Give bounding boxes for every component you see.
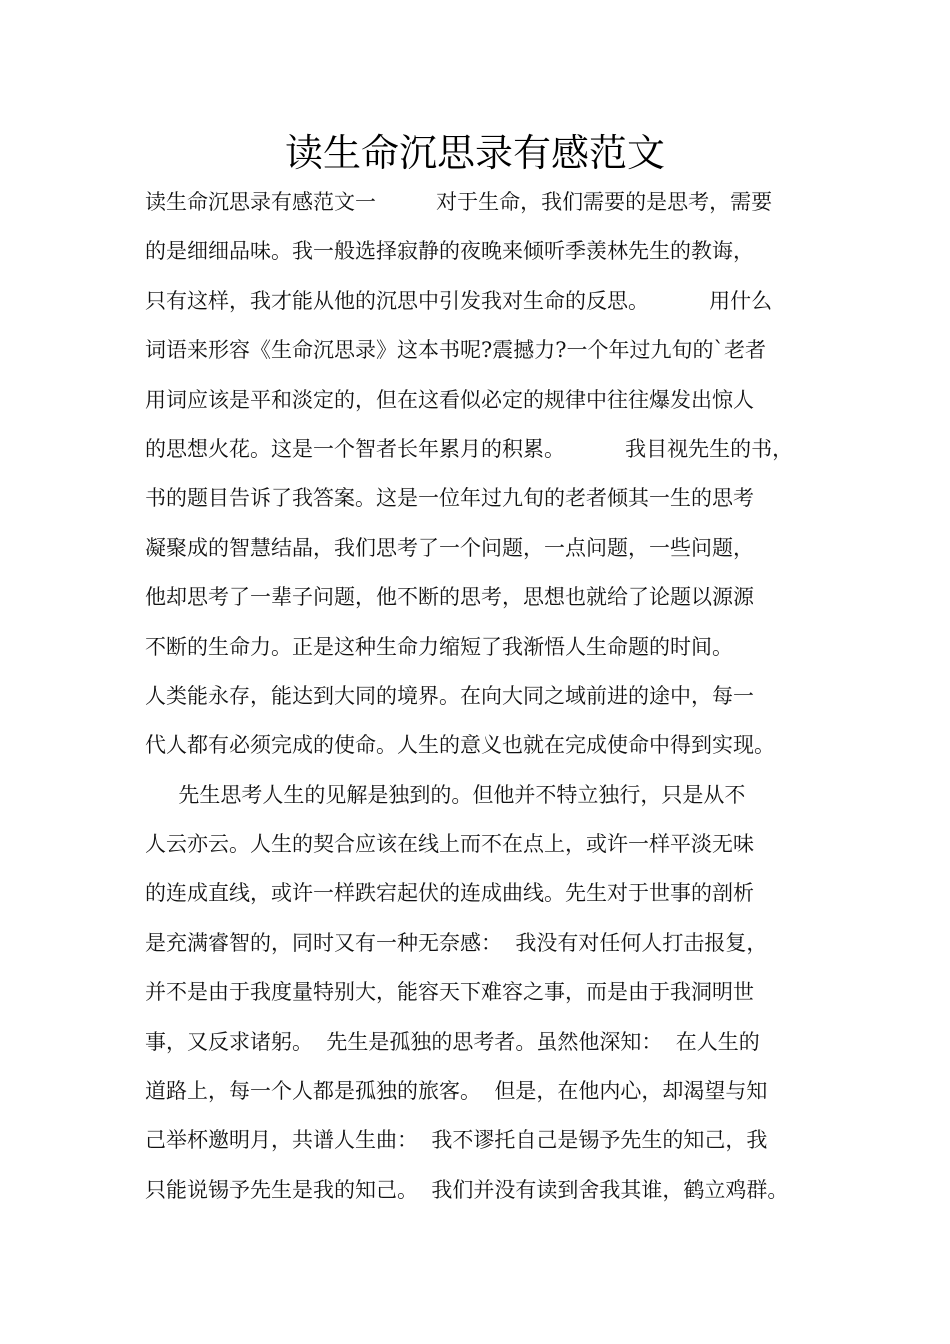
body-line: 代人都有必须完成的使命。人生的意义也就在完成使命中得到实现。 [145,733,775,758]
body-line: 词语来形容《生命沉思录》这本书呢?震撼力?一个年过九旬的`老者 [145,338,767,363]
body-line: 并不是由于我度量特别大，能容天下难容之事，而是由于我洞明世 [145,980,754,1005]
body-line: 事，又反求诸躬。 先生是孤独的思考者。虽然他深知： 在人生的 [145,1029,760,1054]
body-line: 人云亦云。人生的契合应该在线上而不在点上，或许一样平淡无味 [145,832,754,857]
body-line: 人类能永存，能达到大同的境界。在向大同之域前进的途中，每一 [145,683,754,708]
body-line: 道路上，每一个人都是孤独的旅客。 但是，在他内心，却渴望与知 [145,1079,768,1104]
body-line: 用词应该是平和淡定的，但在这看似必定的规律中往往爆发出惊人 [145,387,754,412]
body-line: 的是细细品味。我一般选择寂静的夜晚来倾听季羡林先生的教诲， [145,239,754,264]
body-line: 的连成直线，或许一样跌宕起伏的连成曲线。先生对于世事的剖析 [145,881,754,906]
document-title: 读生命沉思录有感范文 [284,131,665,175]
body-line: 只有这样，我才能从他的沉思中引发我对生命的反思。 用什么 [145,288,773,313]
body-line: 他却思考了一辈子问题，他不断的思考，思想也就给了论题以源源 [145,585,754,610]
body-line: 的思想火花。这是一个智者长年累月的积累。 我目视先生的书， [145,436,794,461]
body-line: 己举杯邀明月，共谱人生曲： 我不谬托自己是锡予先生的知己，我 [145,1128,768,1153]
body-line: 是充满睿智的，同时又有一种无奈感： 我没有对任何人打击报复， [145,930,768,955]
body-line: 先生思考人生的见解是独到的。但他并不特立独行，只是从不 [145,782,746,807]
body-line: 读生命沉思录有感范文一 对于生命，我们需要的是思考，需要 [145,190,773,214]
document-body [145,178,835,1215]
body-line: 不断的生命力。正是这种生命力缩短了我渐悟人生命题的时间。 [145,634,733,659]
body-line: 凝聚成的智慧结晶，我们思考了一个问题，一点问题，一些问题， [145,535,754,560]
body-line: 书的题目告诉了我答案。这是一位年过九旬的老者倾其一生的思考 [145,486,754,511]
body-line: 只能说锡予先生是我的知己。 我们并没有读到舍我其谁，鹤立鸡群。 [145,1177,789,1202]
